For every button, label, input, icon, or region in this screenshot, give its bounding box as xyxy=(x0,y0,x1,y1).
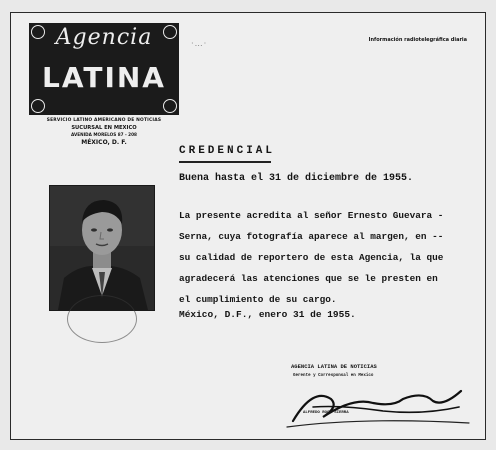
logo-corner xyxy=(31,99,45,113)
portrait-photo-graphic xyxy=(50,186,154,310)
portrait-photo xyxy=(49,185,155,311)
place-date: México, D.F., enero 31 de 1955. xyxy=(179,309,356,320)
letterhead-city: MÉXICO, D. F. xyxy=(81,139,127,146)
title-underline xyxy=(179,161,271,163)
body-line: agradecerá las atenciones que se le presten en xyxy=(179,273,438,284)
signatory-name: ALFREDO ROCA SIERRA xyxy=(303,411,349,415)
body-line: el cumplimiento de su cargo. xyxy=(179,294,337,305)
letterhead-address: AVENIDA MORELOS 87 - 208 xyxy=(71,132,137,137)
signatory-agency: AGENCIA LATINA DE NOTICIAS xyxy=(291,363,377,370)
handwritten-signature xyxy=(283,377,473,431)
body-line: La presente acredita al señor Ernesto Guevara - xyxy=(179,210,444,221)
rubber-stamp xyxy=(67,295,137,343)
agency-logo xyxy=(29,23,179,115)
logo-corner xyxy=(163,99,177,113)
top-note: Información radiotelegráfica diaria xyxy=(368,37,467,43)
credential-body xyxy=(179,205,479,310)
letterhead-service: SERVICIO LATINO AMERICANO DE NOTICIAS xyxy=(46,118,162,123)
document-title: CREDENCIAL xyxy=(179,145,276,157)
body-line: su calidad de reportero de esta Agencia, la que xyxy=(179,252,444,263)
body-line: Serna, cuya fotografía aparece al margen, en -- xyxy=(179,231,444,242)
valid-until: Buena hasta el 31 de diciembre de 1955. xyxy=(179,173,414,184)
signatory-title: Gerente y Corresponsal en Mexico xyxy=(293,374,374,378)
logo-script-text: Agencia xyxy=(55,25,153,50)
credential-document xyxy=(10,12,486,440)
ink-smudge: ·…· xyxy=(191,39,208,48)
letterhead-branch: SUCURSAL EN MEXICO xyxy=(71,125,137,131)
logo-word-text: LATINA xyxy=(42,61,166,94)
